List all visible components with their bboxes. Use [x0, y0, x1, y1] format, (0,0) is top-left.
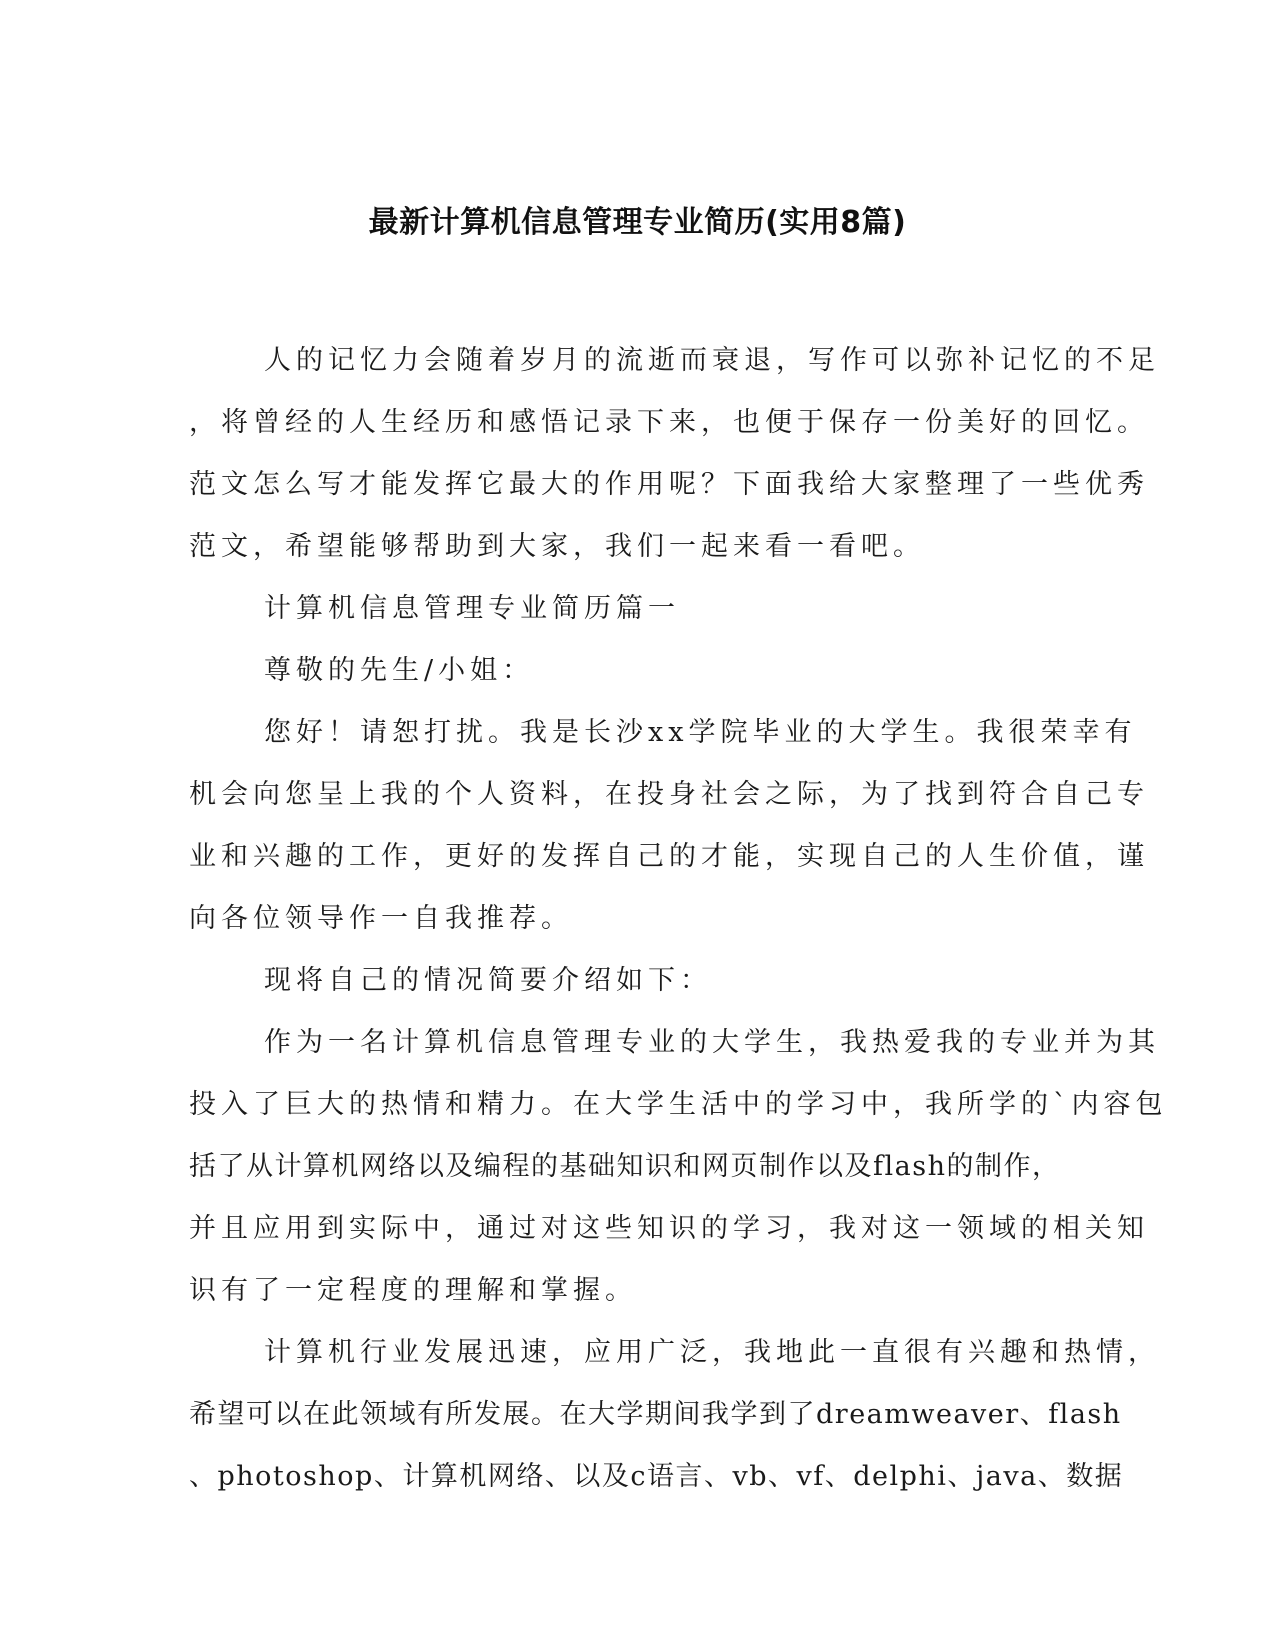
document-title: 最新计算机信息管理专业简历(实用8篇): [368, 205, 907, 240]
paragraph-line: 业和兴趣的工作，更好的发挥自己的才能，实现自己的人生价值，谨: [189, 841, 1149, 872]
paragraph-line: 、photoshop、计算机网络、以及c语言、vb、vf、delphi、java、数据: [189, 1461, 1124, 1492]
document-body: [189, 330, 1168, 1508]
paragraph-line: 并且应用到实际中，通过对这些知识的学习，我对这一领域的相关知: [189, 1213, 1149, 1244]
paragraph-line: 括了从计算机网络以及编程的基础知识和网页制作以及flash的制作，: [189, 1151, 1061, 1182]
paragraph-line: 范文怎么写才能发挥它最大的作用呢？下面我给大家整理了一些优秀: [189, 469, 1149, 500]
paragraph-line: 机会向您呈上我的个人资料，在投身社会之际，为了找到符合自己专: [189, 779, 1149, 810]
paragraph-line: 范文，希望能够帮助到大家，我们一起来看一看吧。: [189, 531, 925, 562]
paragraph-line: 识有了一定程度的理解和掌握。: [189, 1275, 637, 1306]
paragraph-line: 您好！请恕打扰。我是长沙xx学院毕业的大学生。我很荣幸有: [264, 717, 1137, 748]
paragraph-line: 作为一名计算机信息管理专业的大学生，我热爱我的专业并为其: [264, 1027, 1160, 1058]
paragraph-line: 向各位领导作一自我推荐。: [189, 903, 573, 934]
paragraph-line: 现将自己的情况简要介绍如下：: [264, 965, 712, 996]
paragraph-line: 投入了巨大的热情和精力。在大学生活中的学习中，我所学的`内容包: [189, 1089, 1168, 1120]
salutation: 尊敬的先生/小姐：: [264, 655, 535, 686]
paragraph-line: ，将曾经的人生经历和感悟记录下来，也便于保存一份美好的回忆。: [189, 407, 1149, 438]
section-heading: 计算机信息管理专业简历篇一: [264, 593, 680, 624]
paragraph-line: 希望可以在此领域有所发展。在大学期间我学到了dreamweaver、flash: [189, 1399, 1122, 1430]
paragraph-line: 人的记忆力会随着岁月的流逝而衰退，写作可以弥补记忆的不足: [264, 345, 1160, 376]
paragraph-line: 计算机行业发展迅速，应用广泛，我地此一直很有兴趣和热情，: [264, 1337, 1160, 1368]
